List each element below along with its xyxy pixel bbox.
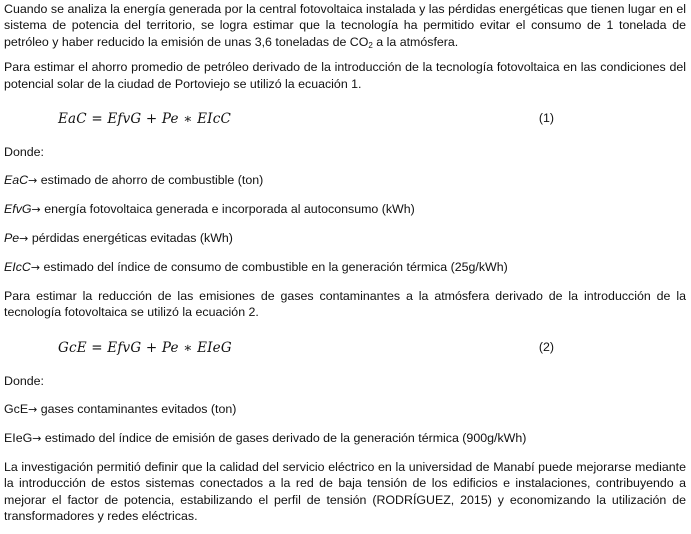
definition-efvg xyxy=(4,201,686,218)
definition-desc: pérdidas energéticas evitadas (kWh) xyxy=(28,231,233,246)
arrow-icon: → xyxy=(19,232,29,246)
definition-term: EaC xyxy=(4,173,29,188)
definition-eicc xyxy=(4,259,686,276)
definition-desc: estimado del índice de emisión de gases derivado de la generación térmica (900g/kWh) xyxy=(41,430,527,445)
definition-desc: estimado del índice de consumo de combustible en la generación térmica (25g/kWh) xyxy=(40,260,508,275)
definition-term: GcE xyxy=(4,401,29,416)
donde-label-2: Donde: xyxy=(4,373,44,388)
equation-1-number: (1) xyxy=(538,111,554,126)
paragraph-conclusion: La investigación permitió definir que la calidad del servicio eléctrico en la universidad de Manabí puede mejorarse mediante la introducción de estos sistemas conectados a la red de baja tensión de los edificios e instalaciones, contribuyendo a mejorar el factor de potencia, estabilizando el perfil de tensión (RODRÍGUEZ, 2015) y economizando la utilización de transformadores y redes eléctricas. xyxy=(4,459,686,524)
definition-gce xyxy=(4,401,686,418)
definition-eieg xyxy=(4,430,686,447)
definition-desc: gases contaminantes evitados (ton) xyxy=(37,401,237,416)
definition-term: EIcC xyxy=(4,260,31,275)
equation-2-formula: GcE = EfvG + Pe ∗ EIeG xyxy=(58,339,232,356)
definition-desc: energía fotovoltaica generada e incorporada al autoconsumo (kWh) xyxy=(40,202,415,217)
equation-1-formula: EaC = EfvG + Pe ∗ EIcC xyxy=(58,111,231,128)
definition-eac xyxy=(4,172,686,189)
paragraph-intro-end: a la atmósfera. xyxy=(372,34,459,49)
equation-1-row xyxy=(4,111,686,131)
paragraph-equation-1-intro: Para estimar el ahorro promedio de petróleo derivado de la introducción de la tecnología fotovoltaica en las condiciones del potencial solar de la ciudad de Portoviejo se utilizó la ecuación 1. xyxy=(4,60,686,91)
arrow-icon: → xyxy=(31,203,41,217)
paragraph-equation-2-intro: Para estimar la reducción de las emisiones de gases contaminantes a la atmósfera derivado de la introducción de la tecnología fotovoltaica se utilizó la ecuación 2. xyxy=(4,289,686,320)
arrow-icon: → xyxy=(30,261,41,275)
document-body xyxy=(4,0,686,524)
definition-term: Pe xyxy=(4,231,20,246)
paragraph-intro-text: Cuando se analiza la energía generada por la central fotovoltaica instalada y las pérdidas energéticas que tienen lugar en el sistema de potencia del territorio, se logra estimar que la tecnología ha permitido evitar el consumo de 1 tonelada de petróleo y haber reducido la emisión de unas 3,6 toneladas de CO xyxy=(4,2,686,49)
arrow-icon: → xyxy=(32,431,42,445)
equation-2-row xyxy=(4,340,686,360)
arrow-icon: → xyxy=(28,174,38,188)
definition-desc: estimado de ahorro de combustible (ton) xyxy=(37,173,264,188)
definition-pe xyxy=(4,230,686,247)
arrow-icon: → xyxy=(28,402,38,416)
co2-subscript: 2 xyxy=(368,40,373,50)
equation-2-number: (2) xyxy=(538,339,554,354)
definition-term: EfvG xyxy=(4,202,32,217)
paragraph-intro xyxy=(4,1,686,50)
donde-label-1: Donde: xyxy=(4,145,44,160)
definition-term: EIeG xyxy=(4,430,33,445)
